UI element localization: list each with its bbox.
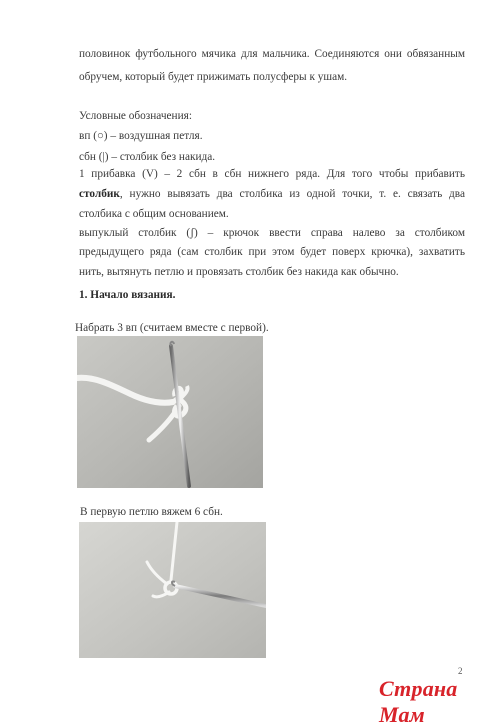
- increase-line-2: [79, 185, 465, 204]
- step2-photo: [79, 522, 266, 658]
- increase-line-1: 1 прибавка (V) – 2 сбн в сбн нижнего ряда. Для того чтобы прибавить: [79, 168, 465, 180]
- step2-caption: В первую петлю вяжем 6 сбн.: [80, 506, 223, 518]
- step1-photo: [77, 336, 263, 488]
- step1-caption: Набрать 3 вп (считаем вместе с первой).: [75, 322, 269, 334]
- legend-vp: вп (○) – воздушная петля.: [79, 130, 203, 142]
- increase-line-2-rest: , нужно вывязать два столбика из одной точки, т. е. связать два: [119, 188, 465, 200]
- relief-line-1: выпуклый столбик (ʃ) – крючок ввести справа налево за столбиком: [79, 227, 465, 239]
- increase-bold-word: столбик: [79, 188, 120, 200]
- relief-line-2: предыдущего ряда (сам столбик при этом будет поверх крючка), захватить: [79, 246, 465, 258]
- watermark-logo: Страна Мам: [379, 676, 458, 727]
- intro-line-1: половинок футбольного мячика для мальчика. Соединяются они обвязанным: [79, 48, 465, 60]
- intro-line-2: обручем, который будет прижимать полусферы к ушам.: [79, 71, 348, 83]
- page-number: 2: [458, 666, 463, 676]
- legend-heading: Условные обозначения:: [79, 110, 192, 122]
- relief-line-3: нить, вытянуть петлю и провязать столбик без накида как обычно.: [79, 266, 399, 278]
- section-heading: 1. Начало вязания.: [79, 289, 176, 301]
- legend-sbn: сбн (|) – столбик без накида.: [79, 151, 216, 163]
- increase-line-3: столбика с общим основанием.: [79, 208, 229, 220]
